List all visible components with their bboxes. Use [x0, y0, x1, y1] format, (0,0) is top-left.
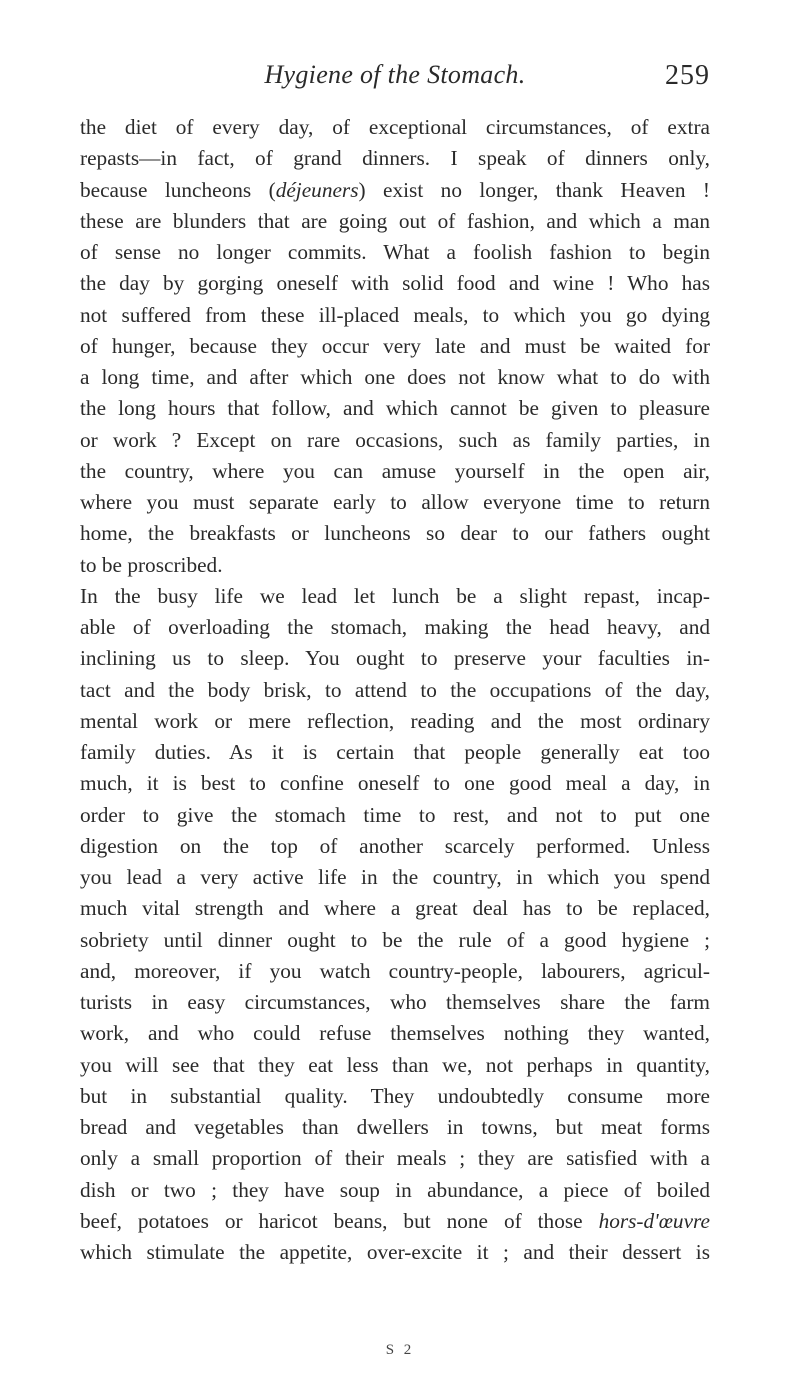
- text-line: but in substantial quality. They undoubtedly consume more: [80, 1083, 710, 1108]
- body-text: [80, 112, 710, 1268]
- text-line: and, moreover, if you watch country-people, labourers, agricul-: [80, 958, 710, 983]
- text-line: which stimulate the appetite, over-excite it ; and their dessert is: [80, 1240, 710, 1264]
- text-line: dish or two ; they have soup in abundance, a piece of boiled: [80, 1177, 710, 1202]
- text-line: of hunger, because they occur very late and must be waited for: [80, 333, 710, 358]
- text-line: you will see that they eat less than we, not perhaps in quantity,: [80, 1052, 710, 1077]
- text-line: tact and the body brisk, to attend to the occupations of the day,: [80, 677, 710, 702]
- text-line: repasts—in fact, of grand dinners. I speak of dinners only,: [80, 146, 710, 171]
- text-line: of sense no longer commits. What a foolish fashion to begin: [80, 240, 710, 264]
- paragraph-end-line: to be proscribed.: [80, 552, 223, 577]
- paragraph-start-line: In the busy life we lead let lunch be a slight repast, incap-: [80, 583, 710, 608]
- text-line: work, and who could refuse themselves nothing they wanted,: [80, 1021, 710, 1046]
- text-line: digestion on the top of another scarcely performed. Unless: [80, 833, 710, 858]
- text-line: because luncheons (déjeuners) exist no longer, thank Heaven !: [80, 177, 710, 202]
- text-line: not suffered from these ill-placed meals, to which you go dying: [80, 302, 710, 327]
- text-line: beef, potatoes or haricot beans, but none of those hors-d'œuvre: [80, 1208, 710, 1233]
- text-line: family duties. As it is certain that people generally eat too: [80, 740, 710, 764]
- text-line: mental work or mere reflection, reading and the most ordinary: [80, 708, 710, 733]
- text-line: the diet of every day, of exceptional circumstances, of extra: [80, 115, 710, 139]
- italic-term: hors-d'œuvre: [598, 1208, 710, 1233]
- page-header: [80, 60, 710, 100]
- text-line: home, the breakfasts or luncheons so dear to our fathers ought: [80, 521, 710, 546]
- text-line: only a small proportion of their meals ; they are satisfied with a: [80, 1146, 710, 1171]
- italic-term: déjeuners: [275, 177, 359, 202]
- text-line: the country, where you can amuse yourself in the open air,: [80, 458, 710, 483]
- text-line: the day by gorging oneself with solid food and wine ! Who has: [80, 271, 710, 296]
- text-line: sobriety until dinner ought to be the rule of a good hygiene ;: [80, 927, 710, 952]
- text-line: able of overloading the stomach, making the head heavy, and: [80, 615, 710, 639]
- text-line: inclining us to sleep. You ought to preserve your faculties in-: [80, 646, 710, 671]
- text-line: these are blunders that are going out of fashion, and which a man: [80, 208, 710, 233]
- text-line: where you must separate early to allow everyone time to return: [80, 490, 710, 514]
- text-line: much vital strength and where a great deal has to be replaced,: [80, 896, 710, 921]
- text-line: turists in easy circumstances, who themselves share the farm: [80, 990, 710, 1014]
- text-line: a long time, and after which one does not know what to do with: [80, 365, 710, 389]
- text-line: much, it is best to confine oneself to one good meal a day, in: [80, 771, 710, 796]
- signature-mark: S 2: [385, 1342, 415, 1358]
- text-line: order to give the stomach time to rest, and not to put one: [80, 802, 710, 827]
- running-title: Hygiene of the Stomach.: [264, 60, 526, 89]
- text-line: you lead a very active life in the country, in which you spend: [80, 865, 710, 889]
- text-line: the long hours that follow, and which cannot be given to pleasure: [80, 396, 710, 421]
- text-line: bread and vegetables than dwellers in towns, but meat forms: [80, 1115, 710, 1139]
- page-number: 259: [665, 60, 710, 91]
- text-line: or work ? Except on rare occasions, such as family parties, in: [80, 427, 710, 452]
